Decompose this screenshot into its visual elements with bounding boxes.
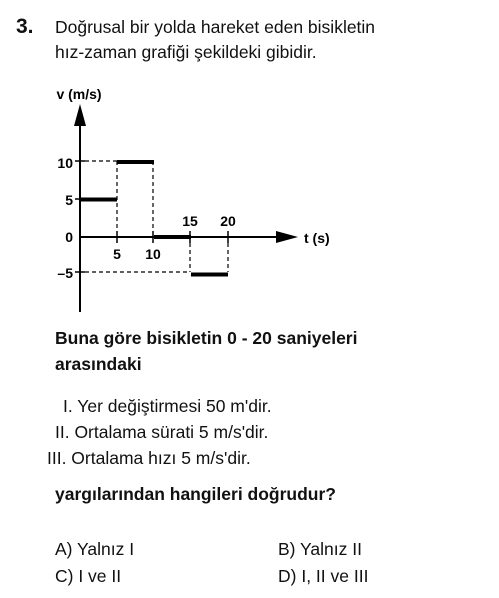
statement-2: II. Ortalama sürati 5 m/s'dir. <box>55 422 269 442</box>
y-tick-label-10: 10 <box>57 155 73 171</box>
statement-3: III. Ortalama hızı 5 m/s'dir. <box>47 448 251 468</box>
question-prompt <box>55 325 475 377</box>
question-number: 3. <box>16 15 34 38</box>
option-d[interactable]: D) I, II ve III <box>278 566 369 586</box>
option-c[interactable]: C) I ve II <box>55 566 122 586</box>
question-ask: yargılarından hangileri doğrudur? <box>55 484 336 504</box>
statement-1: I. Yer değiştirmesi 50 m'dir. <box>63 396 272 416</box>
stem-line-2: hız-zaman grafiği şekildeki gibidir. <box>55 42 317 62</box>
option-a[interactable]: A) Yalnız I <box>55 539 135 559</box>
option-b[interactable]: B) Yalnız II <box>278 539 362 559</box>
y-tick-label-minus5: –5 <box>57 265 73 281</box>
x-axis-arrow <box>276 231 298 243</box>
x-tick-label-15: 15 <box>182 213 198 229</box>
y-axis-arrow <box>74 104 86 126</box>
y-tick-label-5: 5 <box>65 192 73 208</box>
y-axis-label: v (m/s) <box>56 86 102 102</box>
x-axis-label: t (s) <box>304 230 330 246</box>
prompt-line-2: arasındaki <box>55 354 142 374</box>
x-tick-label-5: 5 <box>113 246 121 262</box>
stem-line-1: Doğrusal bir yolda hareket eden bisikletin <box>55 17 376 37</box>
y-tick-label-0: 0 <box>65 229 73 245</box>
prompt-line-1: Buna göre bisikletin 0 - 20 saniyeleri <box>55 328 358 348</box>
x-tick-label-20: 20 <box>220 213 236 229</box>
x-tick-label-10: 10 <box>145 246 161 262</box>
